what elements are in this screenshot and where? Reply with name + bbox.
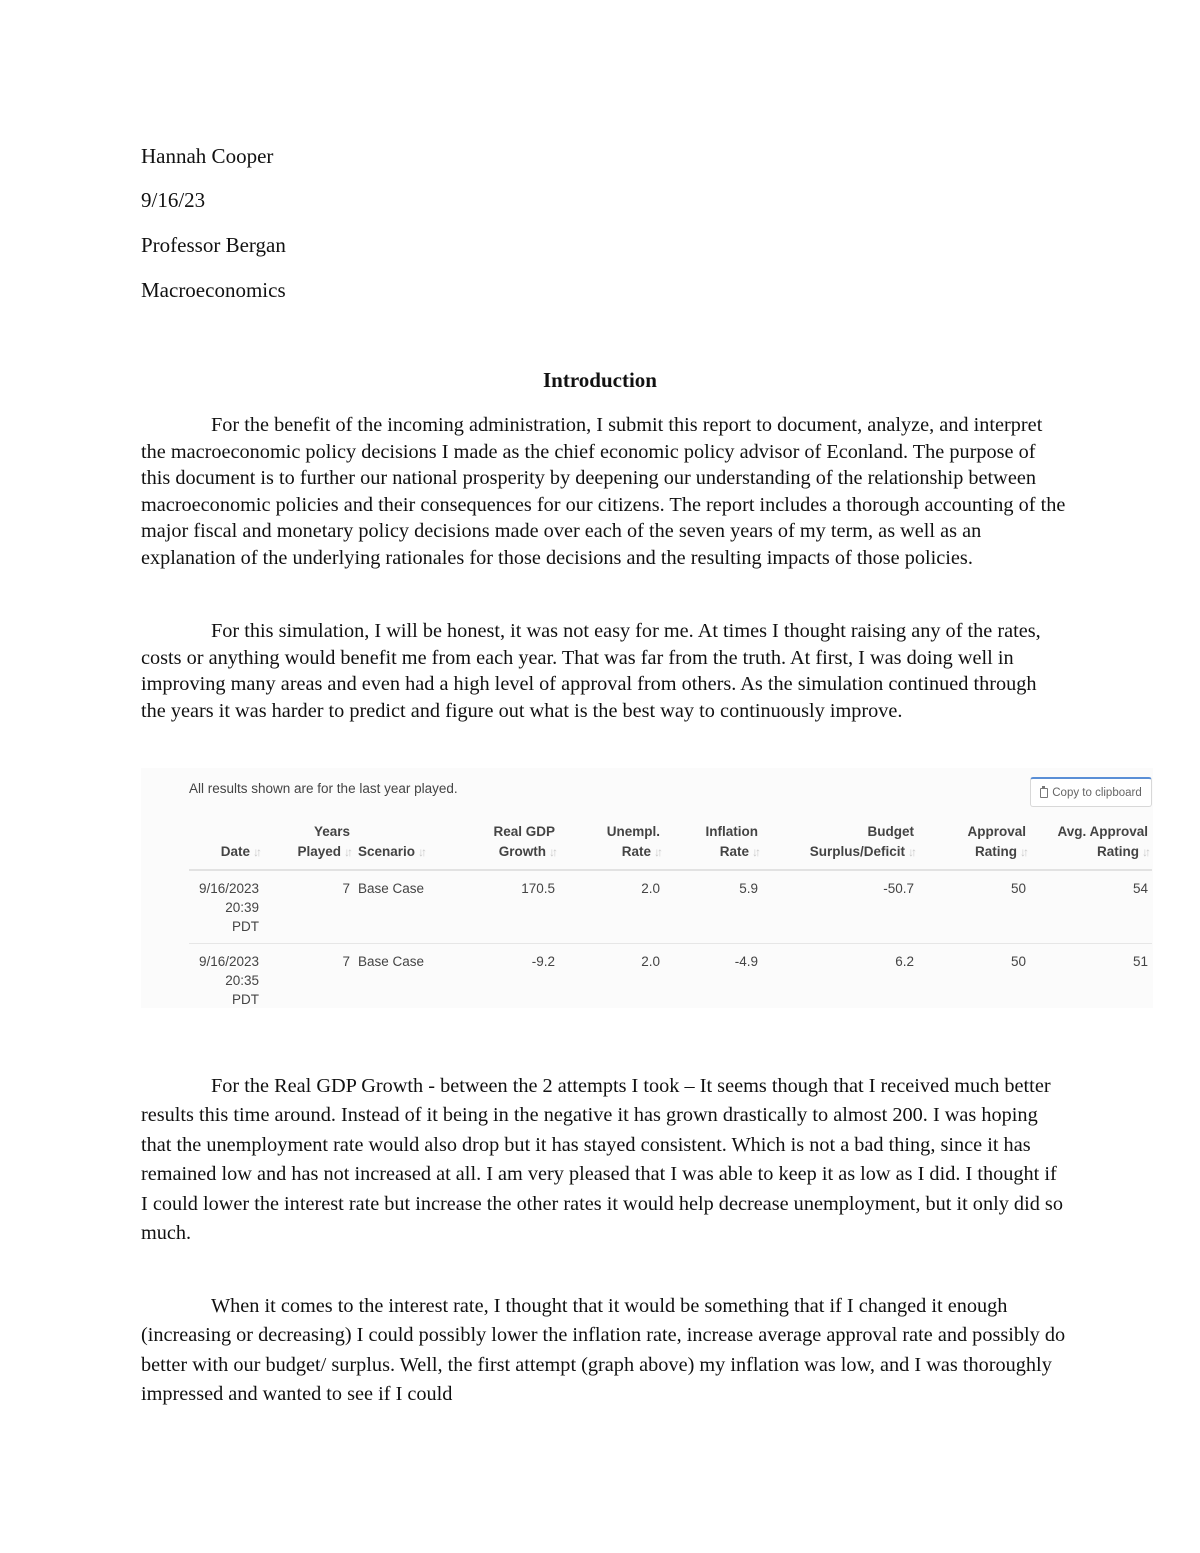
sort-arrows-icon[interactable]: ↓↑ bbox=[418, 845, 425, 859]
column-header-date[interactable]: Date ↓↑ bbox=[189, 818, 263, 870]
author-name: Hannah Cooper bbox=[141, 144, 274, 168]
column-header-inflation-rate[interactable]: Inflation Rate ↓↑ bbox=[664, 818, 762, 870]
cell-avg-approval-rating: 54 bbox=[1030, 870, 1152, 944]
copy-to-clipboard-button[interactable] bbox=[1030, 777, 1152, 807]
cell-scenario: Base Case bbox=[354, 870, 459, 944]
cell-unempl-rate: 2.0 bbox=[559, 870, 664, 944]
cell-years-played: 7 bbox=[342, 954, 350, 969]
copy-button-label: Copy to clipboard bbox=[1052, 786, 1142, 799]
column-header-unempl-rate[interactable]: Unempl. Rate ↓↑ bbox=[559, 818, 664, 870]
sort-arrows-icon[interactable]: ↓↑ bbox=[253, 845, 259, 859]
sort-arrows-icon[interactable]: ↓↑ bbox=[1142, 845, 1148, 859]
results-note: All results shown are for the last year played. bbox=[189, 781, 458, 796]
cell-years-played: 7 bbox=[263, 870, 354, 944]
document-date: 9/16/23 bbox=[141, 188, 206, 212]
cell-date: 9/16/2023 20:35 PDT bbox=[198, 954, 259, 1007]
table-row bbox=[189, 944, 1152, 1016]
column-header-scenario[interactable]: Scenario ↓↑ bbox=[354, 818, 459, 870]
cell-real-gdp-growth: 170.5 bbox=[459, 870, 559, 944]
sort-arrows-icon[interactable]: ↓↑ bbox=[549, 845, 555, 859]
cell-inflation-rate: 5.9 bbox=[664, 870, 762, 944]
paragraph-interest-rate: When it comes to the interest rate, I thought that it would be something that if I changed it enough (increasing or decreasing) I could possibly lower the inflation rate, increase average approval rate and possibly do better with our budget/ surplus. Well, the first attempt (graph above) my inflation was low, and I was thoroughly impressed and wanted to see if I could bbox=[141, 1295, 1066, 1406]
course-name: Macroeconomics bbox=[141, 278, 286, 302]
cell-avg-approval-rating: 51 bbox=[1132, 954, 1148, 969]
cell-inflation-rate: -4.9 bbox=[734, 954, 758, 969]
cell-unempl-rate: 2.0 bbox=[641, 954, 660, 969]
cell-budget: 6.2 bbox=[895, 954, 914, 969]
column-header-approval-rating[interactable]: Approval Rating ↓↑ bbox=[918, 818, 1030, 870]
sort-arrows-icon[interactable]: ↓↑ bbox=[654, 845, 660, 859]
paragraph-intro: For the benefit of the incoming administration, I submit this report to document, analyze, and interpret the macroeconomic policy decisions I made as the chief economic policy advisor of Econland. The purpose of this document is to further our national prosperity by deepening our understanding of the relationship between macroeconomic policies and their consequences for our citizens. The report includes a thorough accounting of the major fiscal and monetary policy decisions made over each of the seven years of my term, as well as an explanation of the underlying rationales for those decisions and the resulting impacts of those policies. bbox=[141, 414, 1066, 569]
sort-arrows-icon[interactable]: ↓↑ bbox=[344, 845, 350, 859]
professor-name: Professor Bergan bbox=[141, 233, 286, 257]
column-header-real-gdp-growth[interactable]: Real GDP Growth ↓↑ bbox=[459, 818, 559, 870]
cell-approval-rating: 50 bbox=[918, 870, 1030, 944]
results-table bbox=[189, 818, 1152, 1015]
column-header-avg-approval-rating[interactable]: Avg. Approval Rating ↓↑ bbox=[1030, 818, 1152, 870]
cell-date: 9/16/2023 20:39 PDT bbox=[189, 870, 263, 944]
table-header-row bbox=[189, 818, 1152, 870]
results-table-screenshot bbox=[141, 768, 1153, 1008]
paragraph-gdp-analysis: For the Real GDP Growth - between the 2 attempts I took – It seems though that I received much better results this time around. Instead of it being in the negative it has grown drastically to almost 200. I was hoping that the unemployment rate would also drop but it has stayed consistent. Which is not a bad thing, since it has remained low and has not increased at all. I am very pleased that I was able to keep it as low as I did. I thought if I could lower the interest rate but increase the other rates it would help decrease unemployment, but it only did so much. bbox=[141, 1075, 1063, 1245]
sort-arrows-icon[interactable]: ↓↑ bbox=[908, 845, 914, 859]
cell-budget: -50.7 bbox=[762, 870, 918, 944]
cell-real-gdp-growth: -9.2 bbox=[531, 954, 555, 969]
table-row bbox=[189, 870, 1152, 944]
column-header-budget[interactable]: Budget Surplus/Deficit ↓↑ bbox=[762, 818, 918, 870]
sort-arrows-icon[interactable]: ↓↑ bbox=[752, 845, 758, 859]
cell-scenario: Base Case bbox=[358, 954, 425, 969]
column-header-years-played[interactable]: Years Played ↓↑ bbox=[263, 818, 354, 870]
cell-approval-rating: 50 bbox=[1010, 954, 1026, 969]
section-title: Introduction bbox=[543, 368, 657, 392]
paragraph-simulation: For this simulation, I will be honest, it was not easy for me. At times I thought raising any of the rates, costs or anything would benefit me from each year. That was far from the truth. At first, I was doing well in improving many areas and even had a high level of approval from others. As the simulation continued through the years it was harder to predict and figure out what is the best way to continuously improve. bbox=[141, 620, 1041, 722]
sort-arrows-icon[interactable]: ↓↑ bbox=[1020, 845, 1026, 859]
clipboard-icon bbox=[1040, 788, 1048, 798]
